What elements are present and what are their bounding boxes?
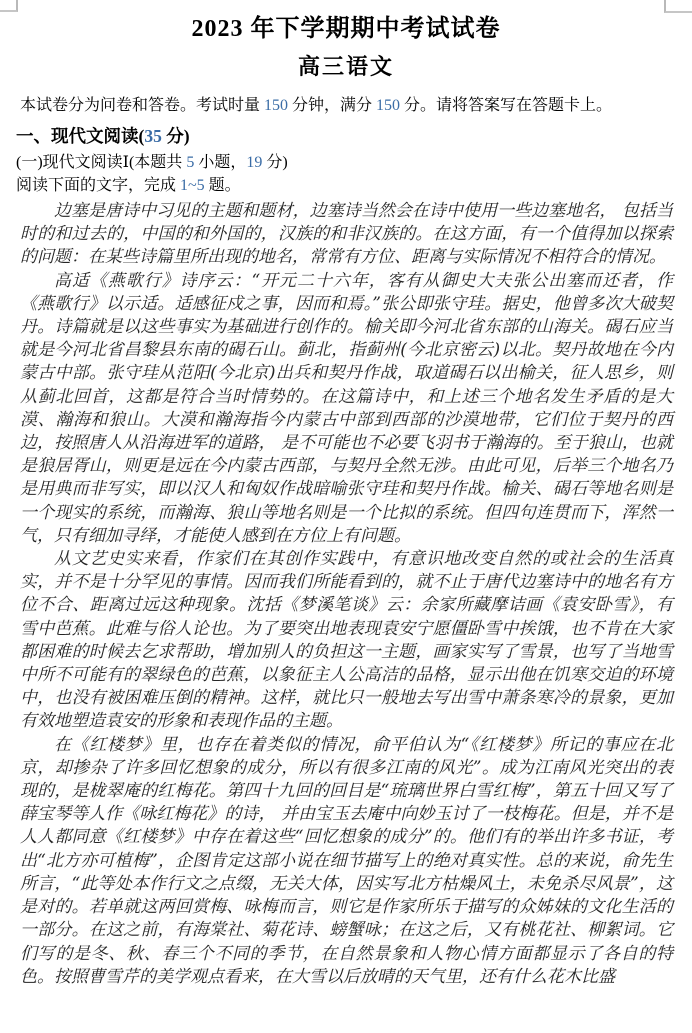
- reading-passage: [20, 200, 673, 989]
- notice-text: 分钟，满分: [288, 97, 377, 114]
- notice-text: 本试卷分为问卷和答卷。考试时量: [20, 97, 265, 114]
- exam-subtitle: 高三语文: [297, 54, 394, 79]
- reading-instruction: [16, 174, 676, 197]
- subsection-heading-text: 小题，: [194, 154, 247, 171]
- subsection-heading-text: 分): [262, 154, 288, 171]
- subsection-question-count: 5: [186, 154, 195, 171]
- instruction-text: 题。: [204, 177, 241, 194]
- section-heading-modern-reading: [16, 123, 676, 149]
- subsection-heading-reading-one: [16, 151, 676, 174]
- section-heading-text: 一、现代文阅读(: [16, 126, 145, 146]
- page-corner-mark-top-left: [0, 0, 18, 12]
- question-range-value: 1~5: [180, 177, 205, 194]
- section-score-value: 35: [144, 126, 162, 146]
- exam-duration-value: 150: [264, 97, 289, 114]
- passage-paragraph-4: 在《红楼梦》里，也存在着类似的情况，俞平伯认为“《红楼梦》所记的事应在北京，却掺杂了许多回忆想象的成分，所以有很多江南的风光”。成为江南风光突出的表现的，是栊翠庵的红梅花。第四十九回的回目是“琉璃世界白雪红梅”，第五十回又写了薛宝琴等人作《咏红梅花》的诗， 并由宝玉去庵中向妙玉讨了一枝梅花。但是，并不是人人都同意《红楼梦》中存在着这些“回忆想象的成分”的。他们有的举出许多书证，考出“北方亦可植梅”，企图肯定这部小说在细节描写上的绝对真实性。总的来说，俞先生所言，“此等处本作行文之点缀，无关大体，因实写北方枯燥风土，未免杀尽风景”，这是对的。若单就这两回赏梅、咏梅而言，则它是作家所乐于描写的众姊妹的文化生活的一部分。在这之前，有海棠社、菊花诗、螃蟹咏；在这之后，又有桃花社、柳絮词。它们写的是冬、秋、春三个不同的季节，在自然景象和人物心情方面都显示了各自的特色。按照曹雪芹的美学观点看来，在大雪以后放晴的天气里，还有什么花木比盛: [20, 734, 673, 987]
- passage-paragraph-3: 从文艺史实来看，作家们在其创作实践中，有意识地改变自然的或社会的生活真实，并不是十分罕见的事情。因而我们所能看到的，就不止于唐代边塞诗中的地名有方位不合、距离过远这种现象。沈括《梦溪笔谈》云：余家所藏摩诘画《袁安卧雪》，有雪中芭蕉。此难与俗人论也。为了要突出地表现袁安宁愿僵卧雪中挨饿，也不肯在大家都困难的时候去乞求帮助，增加别人的负担这一主题，画家实写了雪景，也写了当地雪中所不可能有的翠绿色的芭蕉，以象征主人公高洁的品格，显示出他在饥寒交迫的环境中，也没有被困难压倒的精神。这样，就比只一般地去写出雪中萧条寒冷的景象，更加有效地塑造袁安的形象和表现作品的主题。: [20, 549, 673, 732]
- exam-notice: [16, 94, 676, 118]
- subsection-heading-text: (一)现代文阅读Ⅰ(本题共: [16, 154, 187, 171]
- section-heading-text: 分): [161, 126, 190, 146]
- passage-paragraph-2: 高适《燕歌行》诗序云：“开元二十六年，客有从御史大夫张公出塞而还者，作《燕歌行》以示适。适感征戍之事，因而和焉。”张公即张守珪。据史，他曾多次大破契丹。诗篇就是以这些事实为基础进行创作的。榆关即今河北省东部的山海关。碣石应当就是今河北省昌黎县东南的碣石山。蓟北，指蓟州(今北京密云)以北。契丹故地在今内蒙古中部。张守珪从范阳(今北京)出兵和契丹作战，取道碣石以出榆关，征人思乡，则从蓟北回首，这都是符合当时情势的。在这篇诗中，和上述三个地名发生矛盾的是大漠、瀚海和狼山。大漠和瀚海指今内蒙古中部到西部的沙漠地带，它们位于契丹的西边，按照唐人从沿海进军的道路， 是不可能也不必要飞羽书于瀚海的。至于狼山，也就是狼居胥山，则更是远在今内蒙古西部，与契丹全然无涉。由此可见，后举三个地名乃是用典而非写实，即以汉人和匈奴作战暗喻张守珪和契丹作战。榆关、碣石等地名则是一个现实的系统，而瀚海、狼山等地名则是一个比拟的系统。但四句连贯而下，浑然一气，只有细加寻绎，才能使人感到在方位上有问题。: [20, 270, 673, 546]
- passage-paragraph-1: 边塞是唐诗中习见的主题和题材，边塞诗当然会在诗中使用一些边塞地名， 包括当时的和过去的，中国的和外国的，汉族的和非汉族的。在这方面，有一个值得加以探索的问题：在某些诗篇里所出现的地名，常常有方位、距离与实际情况不相符合的情况。: [20, 201, 673, 268]
- exam-title: 2023 年下学期期中考试试卷: [191, 16, 501, 42]
- instruction-text: 阅读下面的文字，完成: [16, 177, 181, 194]
- page-corner-mark-top-right: [664, 0, 692, 13]
- exam-total-score-value: 150: [376, 97, 401, 114]
- subsection-score-value: 19: [246, 154, 263, 171]
- notice-text: 分。请将答案写在答题卡上。: [400, 97, 613, 114]
